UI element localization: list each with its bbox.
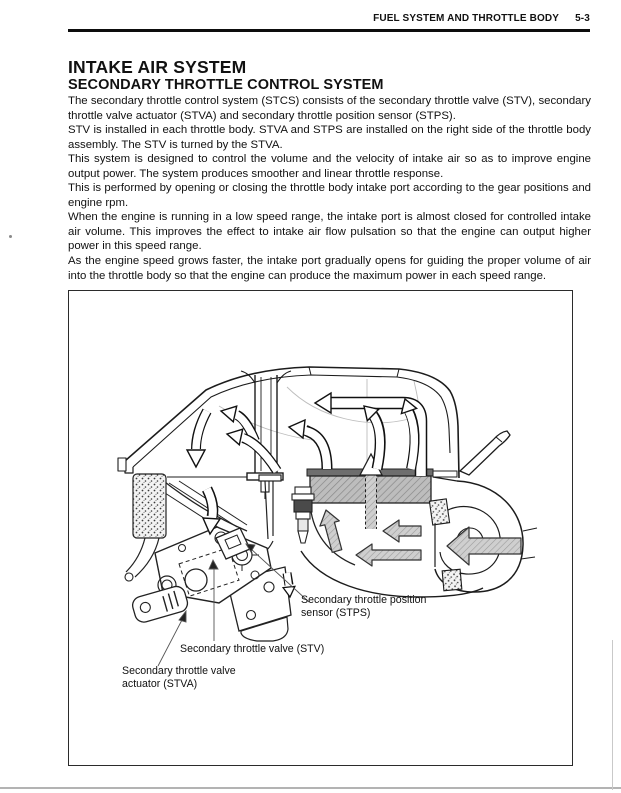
throttle-body-assembly (131, 527, 291, 641)
intake-air-system-figure (68, 290, 573, 766)
scan-edge-right (612, 640, 613, 790)
airflow-arrow (187, 411, 207, 467)
intake-air-arrow-angled (320, 510, 342, 552)
label-stva-line2: actuator (STVA) (122, 678, 198, 690)
subsection-title: SECONDARY THROTTLE CONTROL SYSTEM (68, 77, 384, 93)
body-text (68, 94, 591, 283)
page-number: 5-3 (575, 13, 590, 24)
intake-air-arrow-upper (383, 520, 421, 542)
section-title: INTAKE AIR SYSTEM (68, 57, 247, 77)
throttle-body-diagram (69, 291, 572, 765)
label-stps-line1: Secondary throttle position (301, 594, 427, 606)
scan-speck (9, 235, 12, 238)
label-stv (180, 643, 324, 656)
label-stva-line1: Secondary throttle valve (122, 665, 236, 677)
paragraph: This system is designed to control the volume and the velocity of intake air so as to improve engine output power. The system produces smoother and linear throttle response. (68, 153, 591, 180)
airbox-drain-slats (161, 479, 247, 533)
running-header-title: FUEL SYSTEM AND THROTTLE BODY (373, 13, 560, 24)
paragraph: As the engine speed grows faster, the intake port gradually opens for guiding the proper volume of air into the throttle body so that the engine can produce the maximum power in each speed range. (68, 255, 591, 282)
header-rule (68, 29, 590, 32)
running-header (68, 13, 590, 24)
paragraph: This is performed by opening or closing the throttle body intake port according to the gear positions and engine rpm. (68, 182, 591, 209)
label-stv-line1: Secondary throttle valve (STV) (180, 643, 325, 655)
paragraph: STV is installed in each throttle body. STVA and STPS are installed on the right side of the throttle body assembly. The STV is turned by the STVA. (68, 124, 591, 151)
paragraph: When the engine is running in a low speed range, the intake port is almost closed for controlled intake air volume. This improves the effect to intake air flow pulsation so that the engine can output higher power in this speed range. (68, 211, 591, 253)
intake-air-arrow-lower (356, 544, 421, 566)
fuel-injector (292, 487, 314, 543)
label-stva (122, 665, 236, 691)
scan-edge-bottom (0, 787, 621, 789)
intake-air-arrow-main (447, 527, 521, 565)
paragraph: The secondary throttle control system (STCS) consists of the secondary throttle valve (STV), secondary throttle valve actuator (STVA) and secondary throttle position sensor (STPS). (68, 95, 591, 122)
duct-bracket (460, 431, 510, 475)
label-stps (301, 594, 426, 620)
airflow-arrow (289, 420, 327, 469)
airflow-arrow (401, 399, 416, 469)
label-stps-line2: sensor (STPS) (301, 607, 371, 619)
